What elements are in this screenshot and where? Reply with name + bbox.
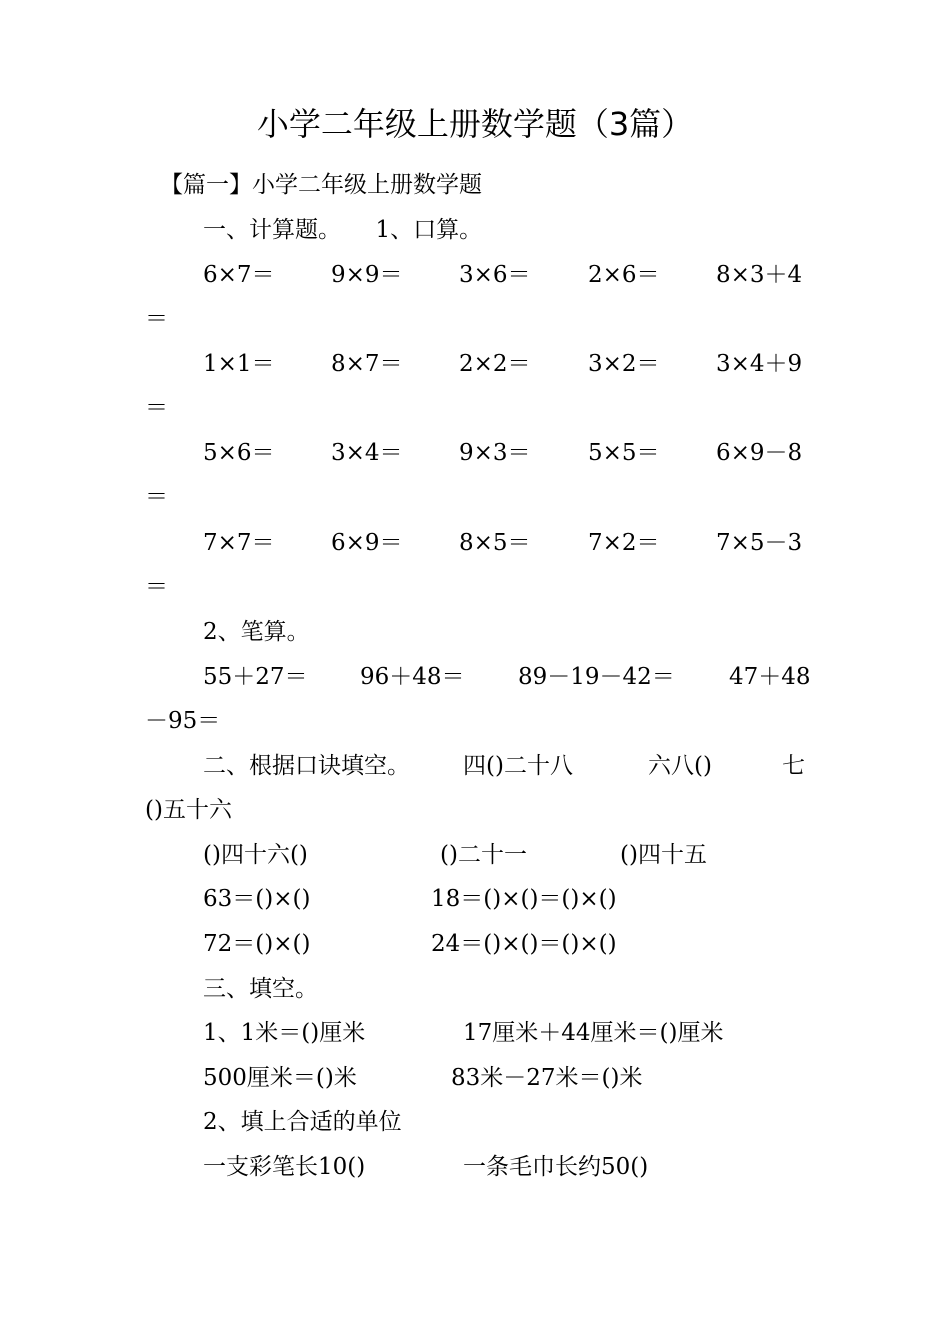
written-item: 47＋48 xyxy=(729,664,811,690)
oral-item: 9×3＝ xyxy=(459,440,531,466)
oral-item: 1×1＝ xyxy=(203,351,275,377)
mnemonic-item: ()四十五 xyxy=(620,842,707,868)
oral-item: 7×7＝ xyxy=(203,530,275,556)
oral-item: 6×7＝ xyxy=(203,262,275,288)
document-title: 小学二年级上册数学题（3篇） xyxy=(256,105,694,143)
fill-heading: 三、填空。 xyxy=(203,976,318,1002)
mnemonic-item: ()二十一 xyxy=(440,842,527,868)
oral-item-wrap: ＝ xyxy=(145,395,168,421)
mnemonic-item-wrap: ()五十六 xyxy=(145,797,232,823)
written-item: 96＋48＝ xyxy=(360,664,465,690)
mnemonic-heading: 二、根据口诀填空。 xyxy=(203,753,410,779)
oral-item: 3×4＝ xyxy=(331,440,403,466)
units-heading: 2、填上合适的单位 xyxy=(203,1109,402,1135)
unit-item: 17厘米＋44厘米＝()厘米 xyxy=(463,1020,724,1046)
oral-item-wrap: ＝ xyxy=(145,306,168,332)
oral-item: 6×9＝ xyxy=(331,530,403,556)
mnemonic-item: ()四十六() xyxy=(203,842,308,868)
factor-item: 72＝()×() xyxy=(203,931,311,957)
unit-item: 500厘米＝()米 xyxy=(203,1065,357,1091)
oral-item: 3×4＋9 xyxy=(716,351,803,377)
factor-item: 24＝()×()＝()×() xyxy=(431,931,617,957)
factor-item: 63＝()×() xyxy=(203,886,311,912)
mnemonic-item: 七 xyxy=(782,753,805,779)
oral-item: 2×2＝ xyxy=(459,351,531,377)
oral-item: 5×6＝ xyxy=(203,440,275,466)
oral-item: 3×2＝ xyxy=(588,351,660,377)
section-heading: 【篇一】小学二年级上册数学题 xyxy=(160,172,482,198)
oral-item: 3×6＝ xyxy=(459,262,531,288)
written-item-wrap: －95＝ xyxy=(145,708,221,734)
written-heading: 2、笔算。 xyxy=(203,619,310,645)
oral-item: 9×9＝ xyxy=(331,262,403,288)
oral-item: 2×6＝ xyxy=(588,262,660,288)
mnemonic-item: 四()二十八 xyxy=(463,753,573,779)
unit-item: 1、1米＝()厘米 xyxy=(203,1020,366,1046)
oral-item: 8×3＋4 xyxy=(716,262,803,288)
written-item: 55＋27＝ xyxy=(203,664,308,690)
mnemonic-item: 六八() xyxy=(648,753,712,779)
unit-item: 一支彩笔长10() xyxy=(203,1154,366,1180)
factor-item: 18＝()×()＝()×() xyxy=(431,886,617,912)
unit-item: 一条毛巾长约50() xyxy=(463,1154,649,1180)
calc-heading: 一、计算题。 1、口算。 xyxy=(203,217,483,243)
oral-item: 7×5－3 xyxy=(716,530,803,556)
oral-item: 7×2＝ xyxy=(588,530,660,556)
oral-item: 8×7＝ xyxy=(331,351,403,377)
written-item: 89－19－42＝ xyxy=(518,664,675,690)
oral-item: 5×5＝ xyxy=(588,440,660,466)
oral-item-wrap: ＝ xyxy=(145,484,168,510)
oral-item: 8×5＝ xyxy=(459,530,531,556)
oral-item-wrap: ＝ xyxy=(145,574,168,600)
oral-item: 6×9－8 xyxy=(716,440,803,466)
unit-item: 83米－27米＝()米 xyxy=(451,1065,643,1091)
